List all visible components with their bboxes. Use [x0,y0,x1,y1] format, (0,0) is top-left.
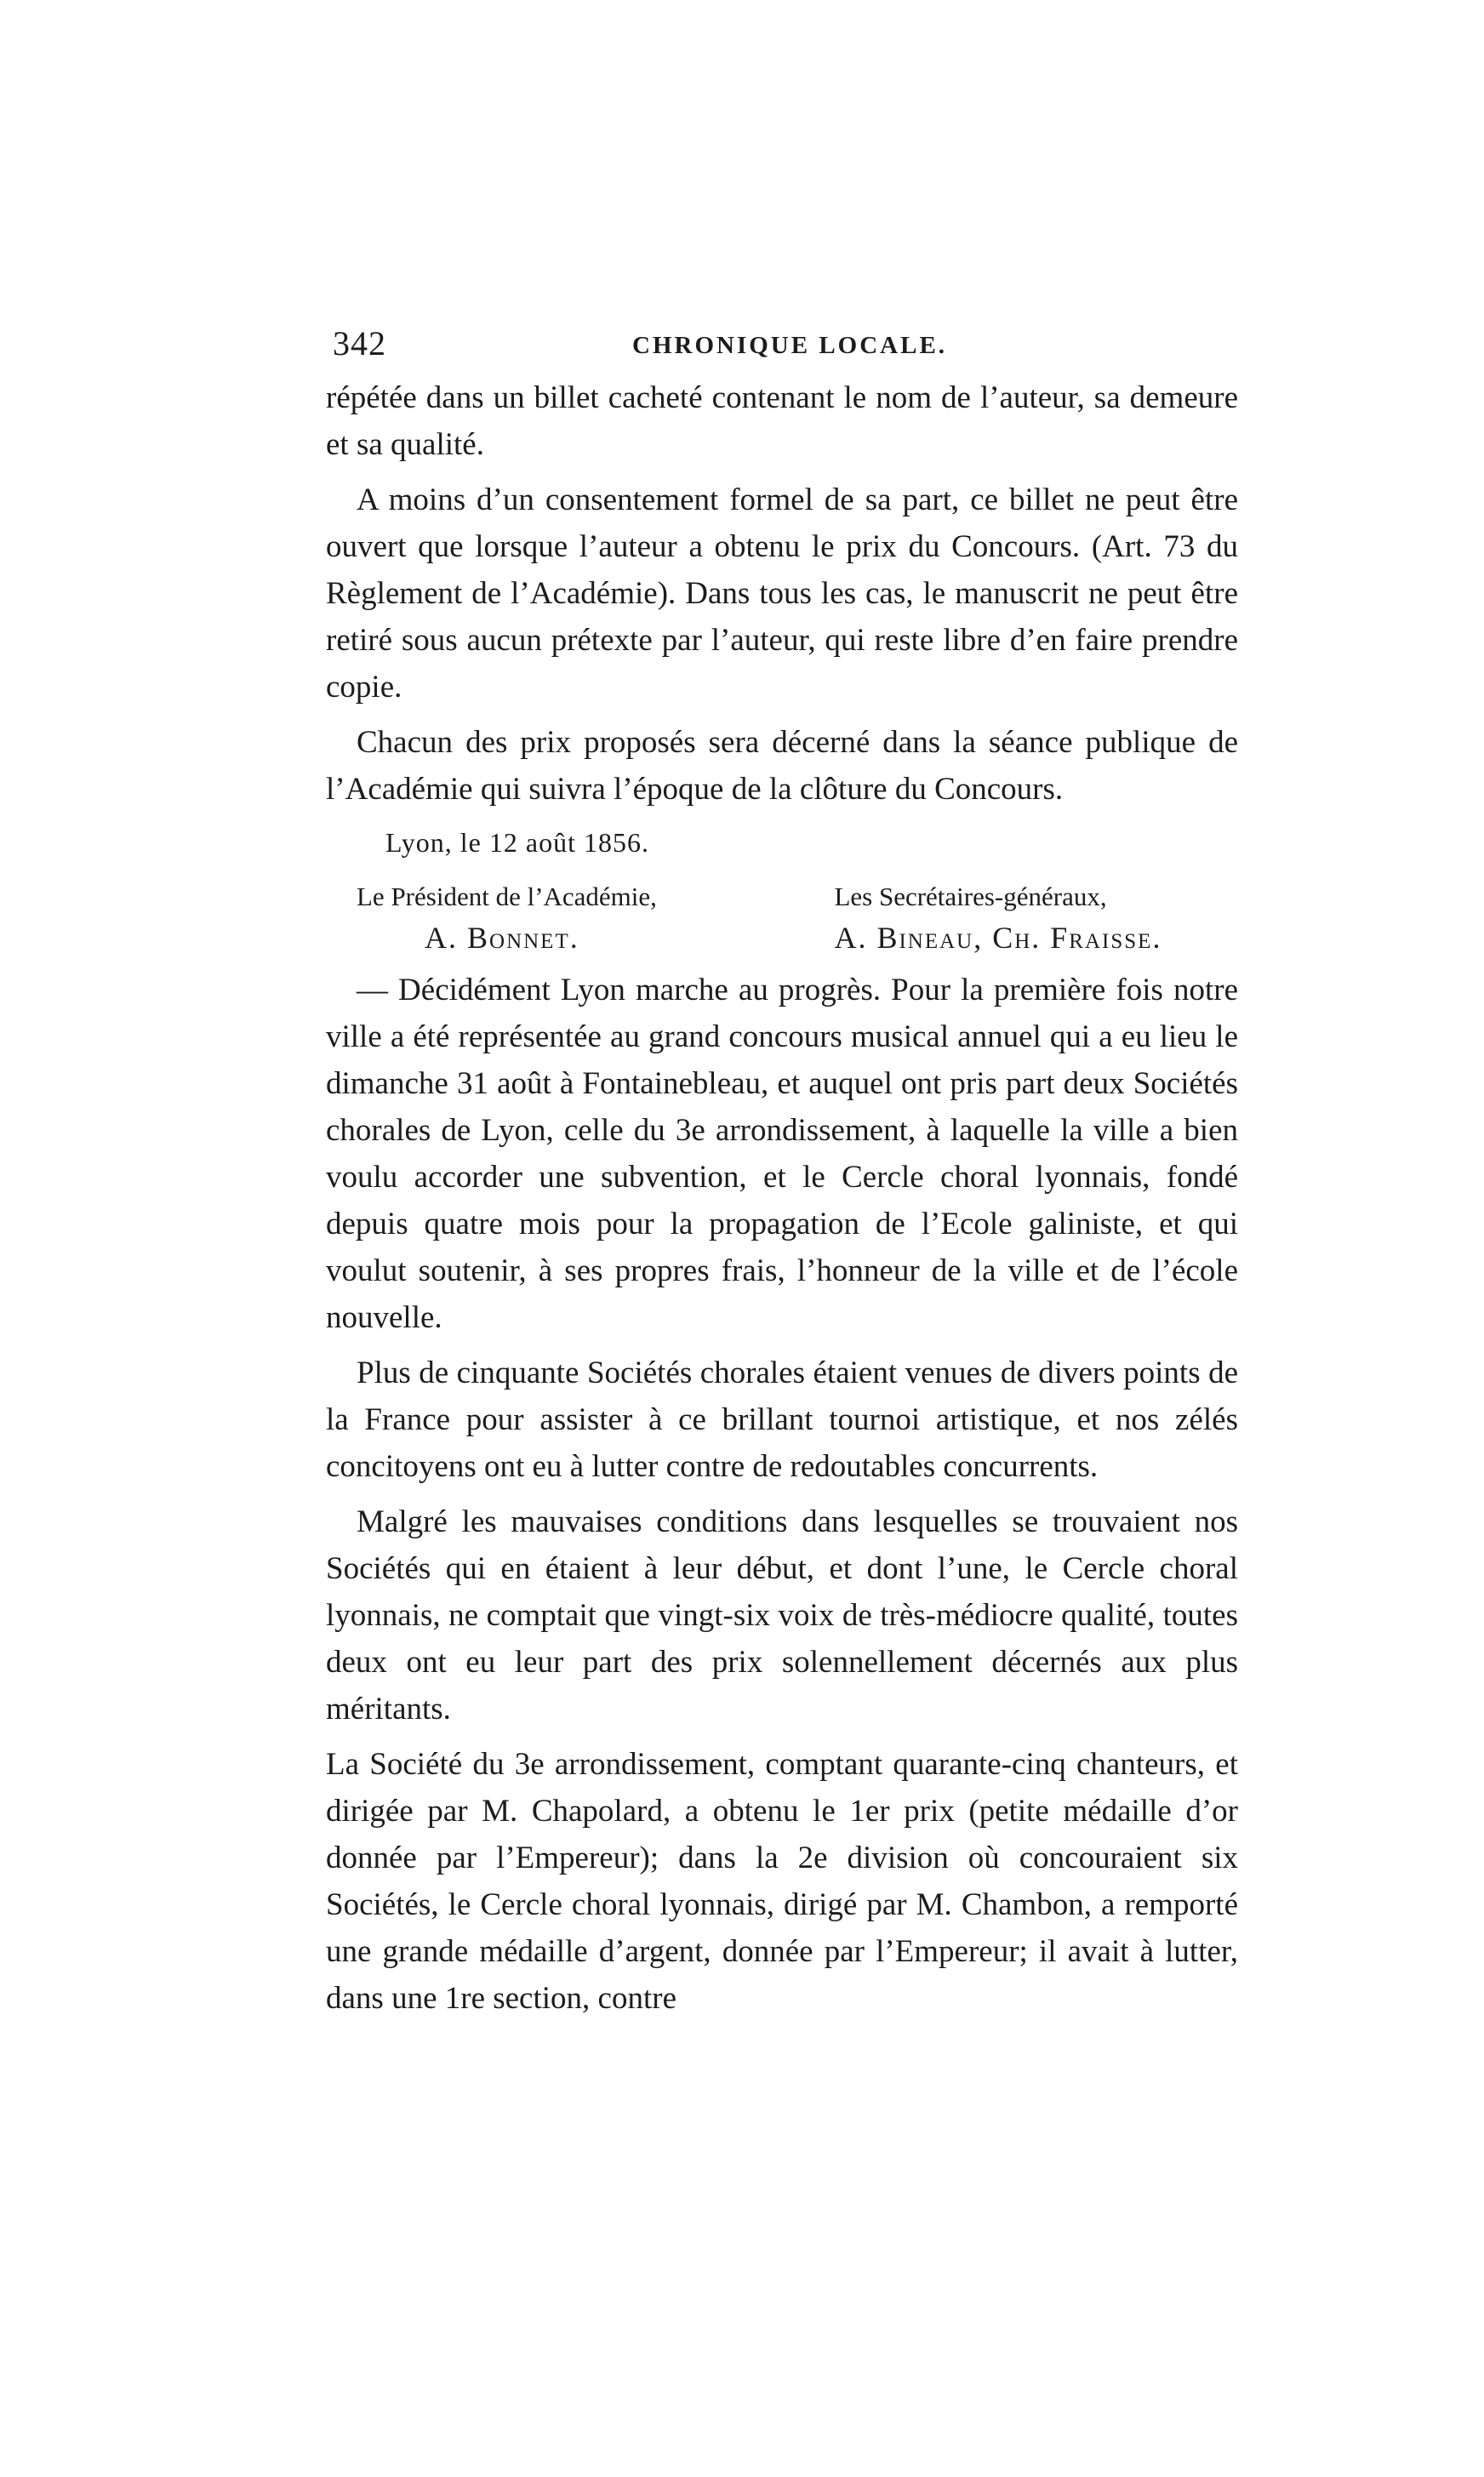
paragraph: répétée dans un billet cacheté contenant le nom de l’auteur, sa demeure et sa qualité. [326,380,1238,462]
signature-left [326,876,800,958]
dateline: Lyon, le 12 août 1856. [385,827,649,858]
running-title: CHRONIQUE LOCALE. [632,332,948,359]
signature-right [800,876,1238,958]
page-number: 342 [333,324,386,362]
running-head [326,323,1238,374]
paragraph: Plus de cinquante Sociétés chorales étaient venues de divers points de la France pour assister à ce brillant tournoi artistique, et nos zélés concitoyens ont eu à lutter contre de redoutables concurrents. [326,1356,1238,1484]
secretaries-title: Les Secrétaires-généraux, [834,882,1107,911]
president-title: Le Président de l’Académie, [357,882,657,911]
paragraph: — Décidément Lyon marche au progrès. Pour la première fois notre ville a été représentée au grand concours musical annuel qui a eu lieu le dimanche 31 août à Fontainebleau, et auquel ont pris part deux Sociétés chorales de Lyon, celle du 3e arrondissement, à laquelle la ville a bien voulu accorder une subvention, et le Cercle choral lyonnais, fondé depuis quatre mois pour la propagation de l’Ecole galiniste, et qui voulut soutenir, à ses propres frais, l’honneur de la ville et de l’école nouvelle. [326,973,1238,1335]
page-body [326,374,1238,2022]
paragraph: Malgré les mauvaises conditions dans lesquelles se trouvaient nos Sociétés qui en étaient à leur début, et dont l’une, le Cercle choral lyonnais, ne comptait que vingt-six voix de très-médiocre qualité, toutes deux ont eu leur part des prix solennellement décernés aux plus méritants. [326,1504,1238,1726]
secretaries-names: A. Bineau, Ch. Fraisse. [834,921,1162,955]
book-page [326,323,1238,2022]
signature-block [326,876,1238,958]
paragraph: Chacun des prix proposés sera décerné dans la séance publique de l’Académie qui suivra l’époque de la clôture du Concours. [326,725,1238,807]
president-name: A. Bonnet. [425,921,579,955]
paragraph: La Société du 3e arrondissement, comptant quarante-cinq chanteurs, et dirigée par M. Chapolard, a obtenu le 1er prix (petite médaille d’or donnée par l’Empereur); dans la 2e division où concouraient six Sociétés, le Cercle choral lyonnais, dirigé par M. Chambon, a remporté une grande médaille d’argent, donnée par l’Empereur; il avait à lutter, dans une 1re section, contre [326,1747,1238,2016]
paragraph: A moins d’un consentement formel de sa part, ce billet ne peut être ouvert que lorsque l’auteur a obtenu le prix du Concours. (Art. 73 du Règlement de l’Académie). Dans tous les cas, le manuscrit ne peut être retiré sous aucun prétexte par l’auteur, qui reste libre d’en faire prendre copie. [326,482,1238,705]
